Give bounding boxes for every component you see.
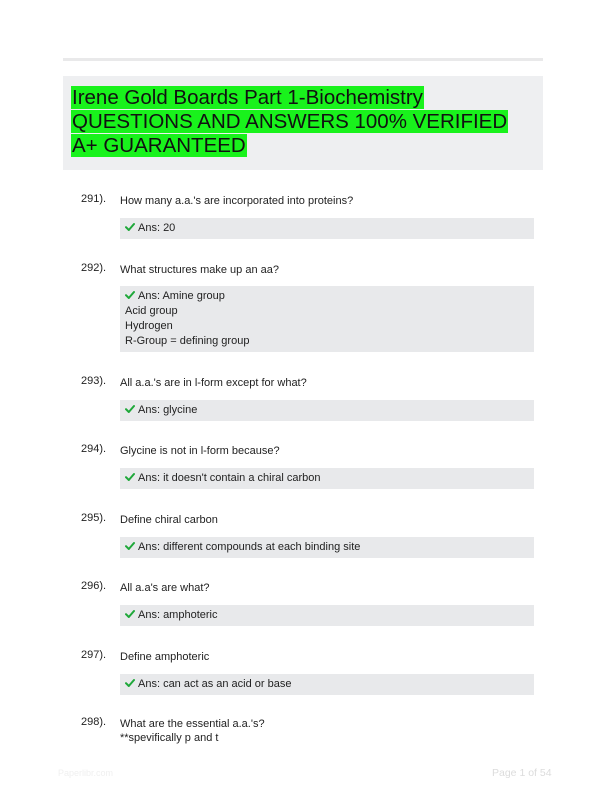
question-text: All a.a.'s are in l-form except for what?: [120, 377, 307, 389]
answer-line: Acid group: [125, 305, 178, 317]
answer-box: [120, 537, 534, 558]
answer-box: [120, 400, 534, 421]
answer-text: Ans: glycine: [138, 404, 198, 416]
answer-line: [125, 471, 529, 486]
check-icon: [125, 222, 135, 232]
check-icon: [125, 541, 135, 551]
answer-text: Ans: Amine group: [138, 290, 225, 302]
answer-line: [125, 289, 529, 304]
answer-text: Ans: 20: [138, 222, 176, 234]
answer-box: [120, 218, 534, 239]
answer-box: [120, 286, 534, 352]
question-number: 294).: [81, 443, 107, 455]
footer-site-watermark: Paperlibr.com: [58, 768, 114, 778]
answer-text: Ans: different compounds at each binding site: [138, 541, 361, 553]
question-number: 298).: [81, 716, 107, 728]
question-text: All a.a's are what?: [120, 582, 210, 594]
answer-text: Ans: amphoteric: [138, 609, 218, 621]
answer-line: [125, 608, 529, 623]
page-title: [71, 86, 535, 158]
answer-text: Ans: it doesn't contain a chiral carbon: [138, 472, 321, 484]
question-number: 295).: [81, 512, 107, 524]
check-icon: [125, 404, 135, 414]
page-title-text: Irene Gold Boards Part 1-Biochemistry QUESTIONS AND ANSWERS 100% VERIFIED A+ GUARANTEED: [72, 86, 508, 157]
check-icon: [125, 609, 135, 619]
question-number: 291).: [81, 193, 107, 205]
answer-line: R-Group = defining group: [125, 335, 250, 347]
answer-line: Hydrogen: [125, 320, 173, 332]
page-number: Page 1 of 54: [492, 767, 552, 779]
question-line: **spevifically p and t: [120, 732, 219, 744]
question-text: [120, 717, 530, 745]
question-line: What are the essential a.a.'s?: [120, 718, 265, 730]
answer-line: [125, 540, 529, 555]
question-text: Glycine is not in l-form because?: [120, 445, 280, 457]
answer-line: [125, 677, 529, 692]
question-text: Define amphoteric: [120, 651, 210, 663]
question-text: How many a.a.'s are incorporated into proteins?: [120, 195, 354, 207]
check-icon: [125, 678, 135, 688]
question-number: 297).: [81, 649, 107, 661]
question-number: 293).: [81, 375, 107, 387]
top-divider: [63, 58, 543, 61]
question-number: 292).: [81, 262, 107, 274]
question-text: Define chiral carbon: [120, 514, 218, 526]
answer-line: [125, 221, 529, 236]
question-text: What structures make up an aa?: [120, 264, 279, 276]
answer-text: Ans: can act as an acid or base: [138, 678, 292, 690]
title-banner: [63, 76, 543, 170]
question-number: 296).: [81, 580, 107, 592]
answer-box: [120, 674, 534, 695]
answer-box: [120, 468, 534, 489]
answer-line: [125, 403, 529, 418]
answer-box: [120, 605, 534, 626]
check-icon: [125, 290, 135, 300]
check-icon: [125, 472, 135, 482]
